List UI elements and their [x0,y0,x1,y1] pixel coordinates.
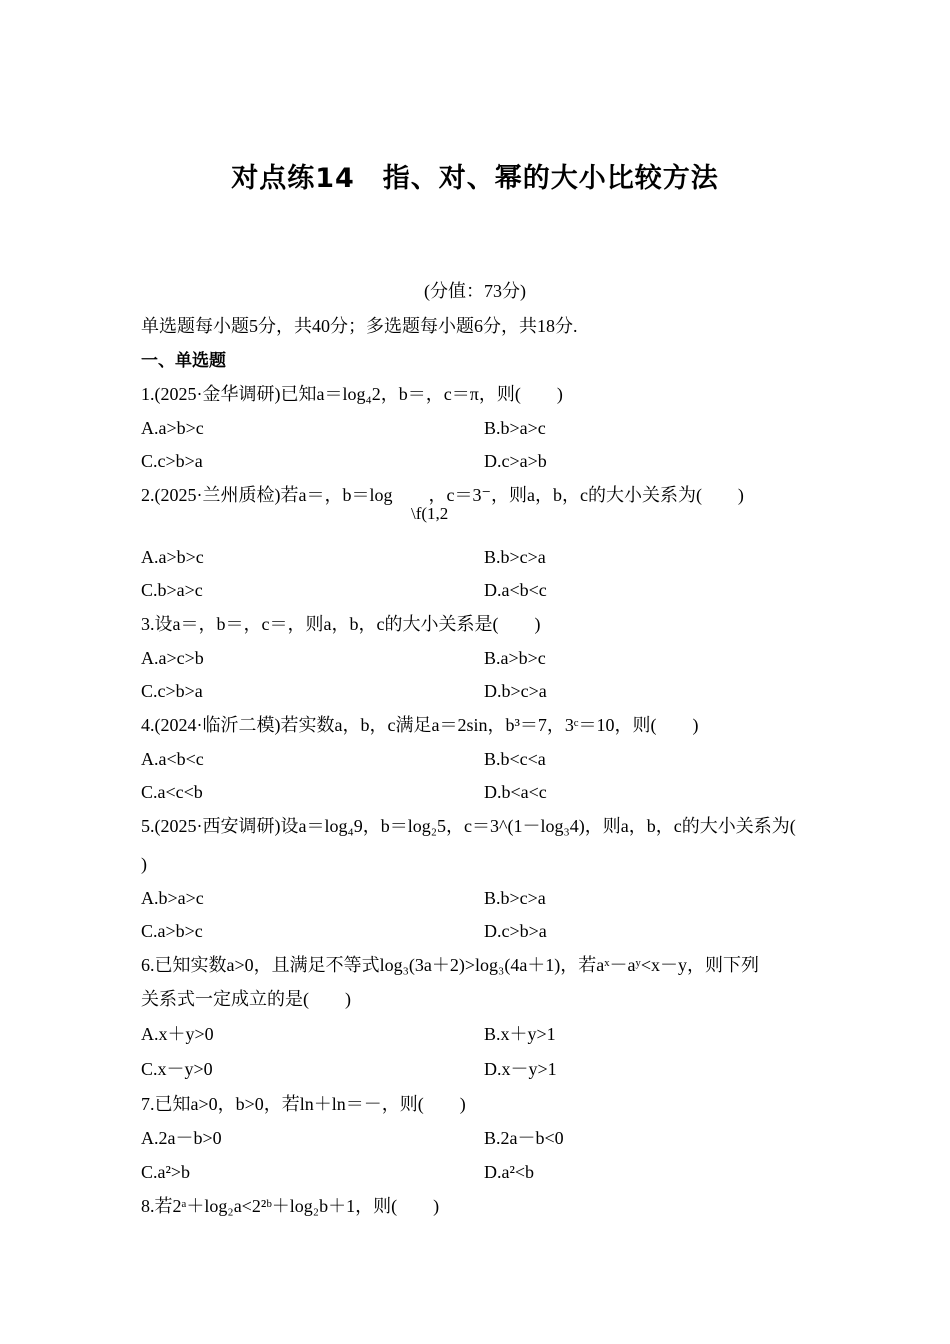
q3-option-b: B.a>b>c [484,648,546,668]
q4-option-b: B.b<c<a [484,749,546,769]
question-5-stem: 5.(2025·西安调研)设a＝log₄9，b＝log₂5，c＝3^(1－log₃4)，则a，b，c的大小关系为( [141,816,796,836]
q2-option-c: C.b>a>c [141,580,203,600]
q3-option-c: C.c>b>a [141,681,203,701]
q2-option-b: B.b>c>a [484,547,546,567]
section-heading: 一、单选题 [141,351,226,371]
question-1-stem: 1.(2025·金华调研)已知a＝log₄2，b＝，c＝π，则( ) [141,384,563,404]
q6-option-a: A.x＋y>0 [141,1024,214,1044]
question-6-stem-cont: 关系式一定成立的是( ) [141,989,351,1009]
question-6-stem: 6.已知实数a>0，且满足不等式log₃(3a＋2)>log₃(4a＋1)，若aˣ－aʸ<x－y，则下列 [141,955,759,975]
q5-option-d: D.c>b>a [484,921,547,941]
q1-option-d: D.c>a>b [484,451,547,471]
q1-option-b: B.b>a>c [484,418,546,438]
q4-option-d: D.b<a<c [484,782,547,802]
q1-option-a: A.a>b>c [141,418,204,438]
q5-option-a: A.b>a>c [141,888,204,908]
q6-option-b: B.x＋y>1 [484,1024,556,1044]
q5-option-c: C.a>b>c [141,921,203,941]
q2-option-a: A.a>b>c [141,547,204,567]
q6-option-d: D.x－y>1 [484,1059,557,1079]
q7-option-d: D.a²<b [484,1162,535,1182]
score-line: (分值：73分) [424,281,526,301]
page-title: 对点练14 指、对、幂的大小比较方法 [231,163,719,194]
q4-option-a: A.a<b<c [141,749,204,769]
question-2-stem: 2.(2025·兰州质检)若a＝，b＝log ，c＝3⁻，则a，b，c的大小关系为( ) [141,485,744,505]
question-3-stem: 3.设a＝，b＝，c＝，则a，b，c的大小关系是( ) [141,614,541,634]
q7-option-a: A.2a－b>0 [141,1128,222,1148]
question-4-stem: 4.(2024·临沂二模)若实数a，b，c满足a＝2sin，b³＝7，3ᶜ＝10，则( ) [141,715,699,735]
question-7-stem: 7.已知a>0，b>0，若ln＋ln＝－，则( ) [141,1094,466,1114]
q4-option-c: C.a<c<b [141,782,203,802]
q6-option-c: C.x－y>0 [141,1059,213,1079]
q3-option-d: D.b>c>a [484,681,547,701]
instructions: 单选题每小题5分，共40分；多选题每小题6分，共18分. [141,316,578,336]
q5-option-b: B.b>c>a [484,888,546,908]
question-5-stem-cont: ) [141,854,147,874]
q7-option-b: B.2a－b<0 [484,1128,564,1148]
q3-option-a: A.a>c>b [141,648,204,668]
q7-option-c: C.a²>b [141,1162,191,1182]
q2-option-d: D.a<b<c [484,580,547,600]
question-2-fragment: \f(1,2 [411,504,449,523]
question-8-stem: 8.若2ᵃ＋log₂a<2²ᵇ＋log₂b＋1，则( ) [141,1196,440,1216]
q1-option-c: C.c>b>a [141,451,203,471]
